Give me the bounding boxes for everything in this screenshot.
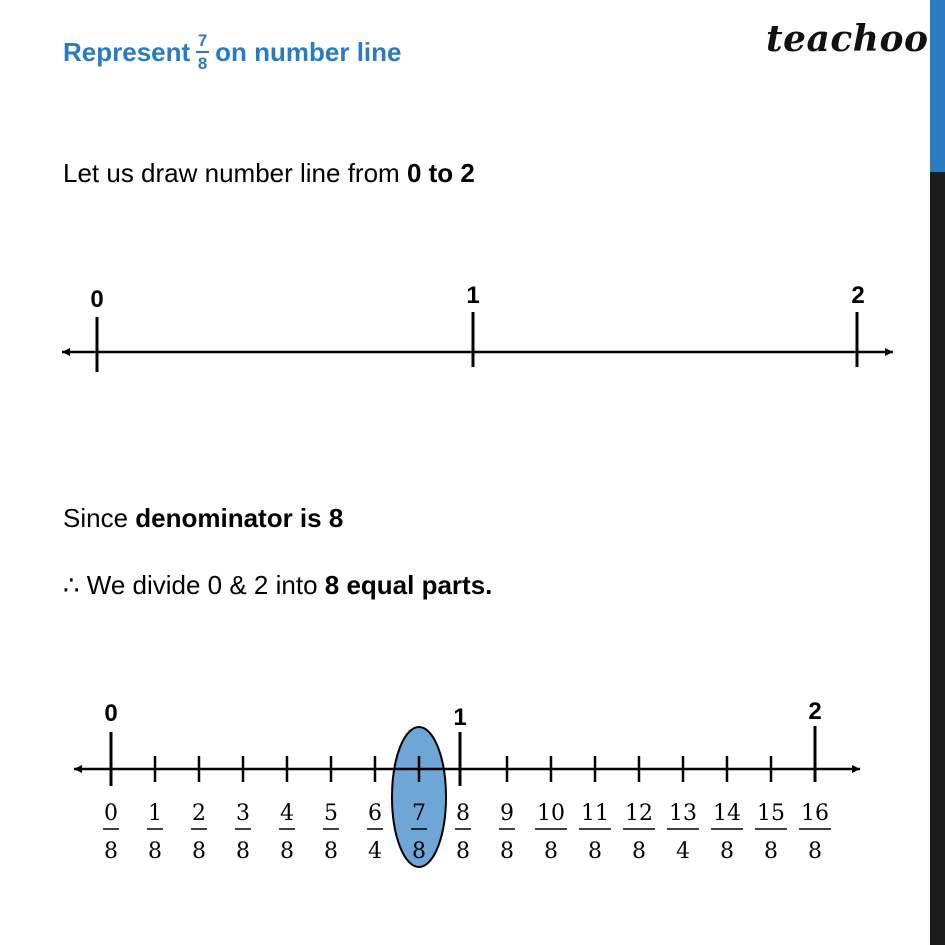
- fraction-label: [235, 801, 251, 864]
- fraction-label: [755, 801, 787, 864]
- fraction-label: [535, 801, 567, 864]
- fraction-label: [667, 801, 699, 864]
- fraction-denominator: 8: [808, 839, 822, 864]
- fraction-label: [147, 801, 163, 864]
- fraction-denominator: 4: [676, 839, 690, 864]
- fraction-label: [455, 801, 471, 864]
- number-line-1-label-0: 0: [90, 286, 104, 313]
- number-line-1: [62, 282, 893, 372]
- fraction-numerator: 12: [625, 801, 653, 826]
- fraction-numerator: 15: [757, 801, 785, 826]
- fraction-denominator: 8: [588, 839, 602, 864]
- teachoo-logo: teachoo: [766, 18, 929, 60]
- fraction-label: [367, 801, 383, 864]
- number-line-2-fraction-labels: [103, 801, 831, 864]
- fraction-denominator: 8: [148, 839, 162, 864]
- number-line-2: [74, 698, 860, 867]
- fraction-denominator: 8: [720, 839, 734, 864]
- fraction-denominator: 8: [632, 839, 646, 864]
- fraction-denominator: 8: [236, 839, 250, 864]
- fraction-numerator: 10: [537, 801, 565, 826]
- fraction-label: [579, 801, 611, 864]
- fraction-numerator: 9: [500, 801, 514, 826]
- fraction-label: [623, 801, 655, 864]
- number-line-2-label-0: 0: [104, 700, 118, 727]
- number-line-2-label-2: 2: [808, 698, 822, 725]
- title-prefix: Represent: [63, 36, 191, 67]
- fraction-label: [103, 801, 119, 864]
- intro-line-text: Let us draw number line from: [63, 158, 407, 188]
- fraction-numerator: 0: [104, 801, 118, 826]
- fraction-denominator: 8: [544, 839, 558, 864]
- fraction-label: [323, 801, 339, 864]
- divide-line-text: ∴ We divide 0 & 2 into: [63, 570, 325, 600]
- fraction-numerator: 8: [456, 801, 470, 826]
- fraction-numerator: 11: [581, 801, 609, 826]
- number-line-2-label-1: 1: [453, 704, 467, 731]
- title-suffix: on number line: [215, 36, 402, 67]
- fraction-denominator: 4: [368, 839, 382, 864]
- divide-line-bold: 8 equal parts.: [324, 570, 493, 600]
- fraction-denominator: 8: [764, 839, 778, 864]
- fraction-numerator: 16: [801, 801, 829, 826]
- fraction-label: [799, 801, 831, 864]
- fraction-numerator: 13: [669, 801, 697, 826]
- fraction-label: [279, 801, 295, 864]
- fraction-denominator: 8: [280, 839, 294, 864]
- number-line-1-label-2: 2: [851, 282, 865, 309]
- fraction-numerator: 4: [280, 801, 294, 826]
- fraction-denominator: 8: [324, 839, 338, 864]
- fraction-numerator: 7: [412, 801, 426, 826]
- number-line-1-label-1: 1: [466, 282, 480, 309]
- fraction-label: [711, 801, 743, 864]
- title-fraction-numerator: 7: [197, 31, 208, 50]
- fraction-denominator: 8: [104, 839, 118, 864]
- title-fraction-denominator: 8: [197, 54, 208, 73]
- fraction-numerator: 2: [192, 801, 206, 826]
- fraction-numerator: 1: [148, 801, 162, 826]
- fraction-denominator: 8: [456, 839, 470, 864]
- fraction-numerator: 14: [713, 801, 741, 826]
- fraction-denominator: 8: [500, 839, 514, 864]
- fraction-label: [499, 801, 515, 864]
- intro-line-bold: 0 to 2: [406, 158, 475, 188]
- fraction-numerator: 3: [236, 801, 250, 826]
- fraction-numerator: 5: [324, 801, 338, 826]
- denominator-line-text: Since: [63, 503, 136, 533]
- fraction-numerator: 6: [368, 801, 382, 826]
- fraction-denominator: 8: [192, 839, 206, 864]
- fraction-denominator: 8: [412, 839, 426, 864]
- fraction-label: [191, 801, 207, 864]
- denominator-line-bold: denominator is 8: [135, 503, 344, 533]
